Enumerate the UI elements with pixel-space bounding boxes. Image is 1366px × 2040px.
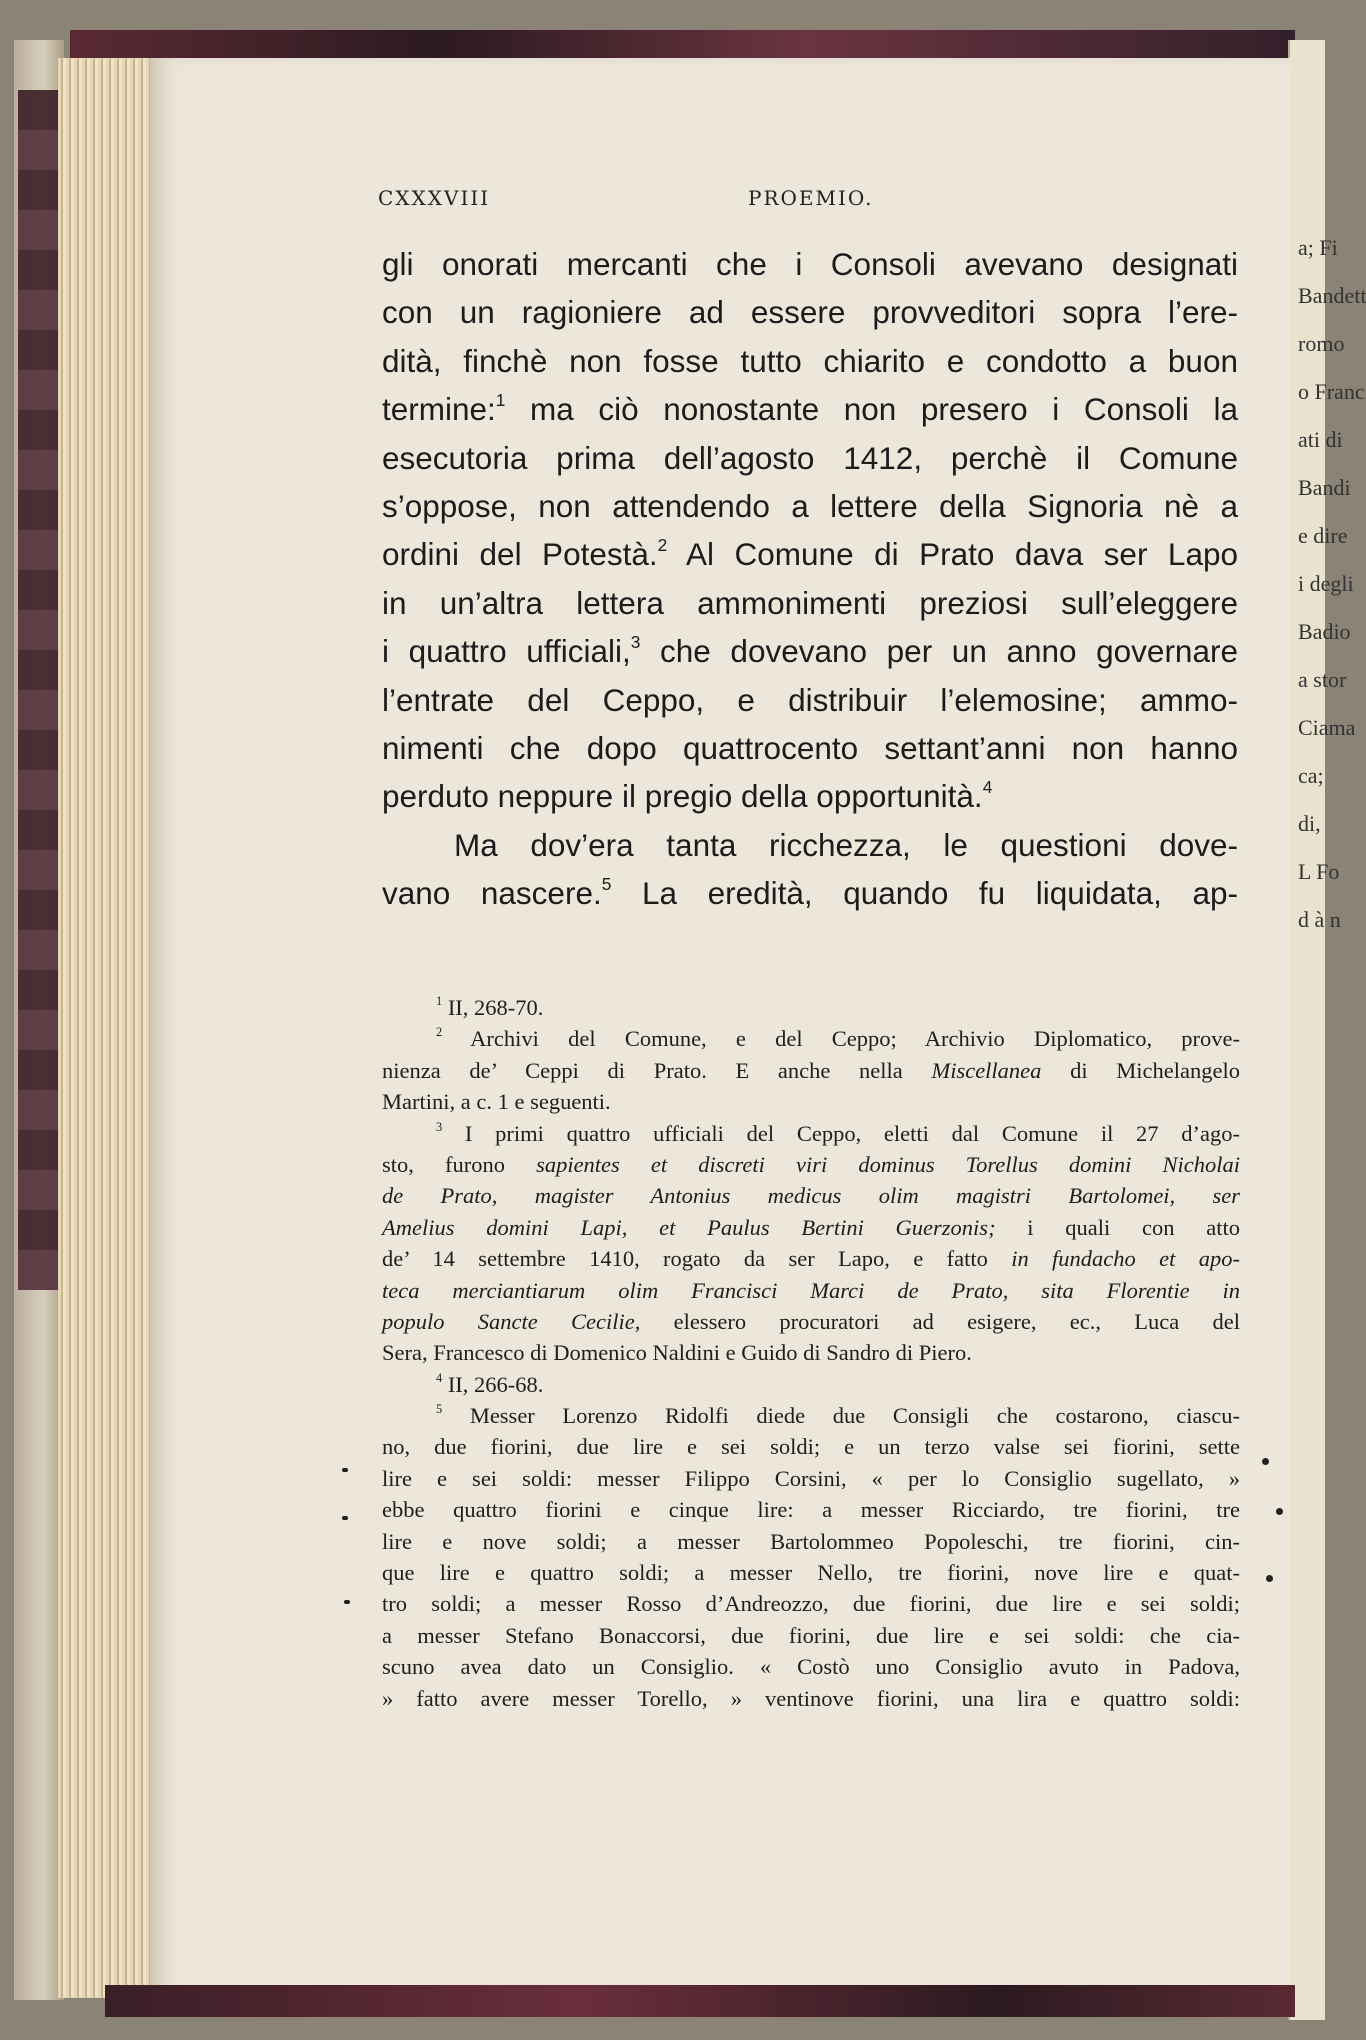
page-number: CXXXVIII (378, 186, 491, 210)
text-line-content: Ma dov’era tanta ricchezza, le questioni dove- (454, 826, 1238, 863)
footnote-line (382, 992, 1240, 1023)
footnote-number: 5 (436, 1402, 443, 1417)
footnote-number: 4 (436, 1370, 443, 1385)
text-line-content: nimenti che dopo quattrocento settant’anni non hanno (382, 729, 1238, 766)
footnote-line (382, 1463, 1240, 1494)
footnote-line (382, 1055, 1240, 1086)
footnote-text: que lire e quattro soldi; a messer Nello, tre fiorini, nove lire e quat- (382, 1560, 1240, 1586)
footnote-line (382, 1683, 1240, 1714)
text-line-content: esecutoria prima dell’agosto 1412, perchè il Comune (382, 439, 1238, 476)
footnote-text: sto, furono (382, 1151, 537, 1177)
footnote-text: de’ 14 settembre 1410, rogato da ser Lapo, e fatto (382, 1246, 1012, 1272)
footnote-number: 2 (436, 1025, 443, 1040)
footnote-line (382, 1557, 1240, 1588)
ink-mark (342, 1468, 348, 1472)
text-line (382, 676, 1238, 724)
footnote-number: 3 (436, 1119, 443, 1134)
footnote-line (382, 1086, 1240, 1117)
footnote-line (382, 1431, 1240, 1462)
text-line-content: gli onorati mercanti che i Consoli avevano designati (382, 246, 1238, 282)
ink-mark (342, 1516, 348, 1520)
main-text (382, 240, 1238, 917)
footnote-ref: 1 (495, 390, 506, 411)
facing-page-fragment: a stor (1298, 667, 1347, 692)
text-line-content: ordini del Potestà. (382, 536, 658, 573)
footnote-line (382, 1212, 1240, 1243)
footnote-line (382, 1243, 1240, 1274)
footnote-line (382, 1400, 1240, 1431)
text-line (382, 288, 1238, 336)
footnote-text: I primi quattro ufficiali del Ceppo, eletti dal Comune il 27 d’ago- (464, 1120, 1240, 1146)
footnote-line (382, 1526, 1240, 1557)
text-line (382, 627, 1238, 675)
footnote-line (382, 1149, 1240, 1180)
footnote-line (382, 1275, 1240, 1306)
footnote-text: lire e nove soldi; a messer Bartolommeo Popoleschi, tre fiorini, cin- (382, 1528, 1240, 1554)
text-line (382, 482, 1238, 530)
footnote-ref: 3 (630, 632, 641, 653)
footnote-text: scuno avea dato un Consiglio. « Costò uno Consiglio avuto in Padova, (382, 1654, 1240, 1680)
facing-page-fragment: a; Fi (1298, 235, 1338, 260)
ink-mark (344, 1600, 350, 1604)
footnote-latin-quote: populo Sancte Cecilie, (382, 1308, 641, 1334)
text-line-content: in un’altra lettera ammonimenti preziosi sull’eleggere (382, 584, 1238, 621)
facing-page-fragment: di, (1298, 811, 1321, 836)
footnote-latin-quote: Amelius domini Lapi, et Paulus Bertini Guerzonis; (382, 1214, 996, 1240)
footnote-line (382, 1306, 1240, 1337)
facing-page-fragment: Ciama (1298, 715, 1356, 740)
book-binding-bottom (105, 1985, 1295, 2017)
text-line-content: Al Comune di Prato dava ser Lapo (667, 536, 1239, 573)
footnote-number: 1 (436, 994, 443, 1009)
facing-page-fragment: Badio (1298, 619, 1351, 644)
facing-page-fragment: romo (1298, 331, 1345, 356)
footnote-line (382, 1494, 1240, 1525)
text-line (382, 869, 1238, 917)
text-line (382, 579, 1238, 627)
footnote-text: elessero procuratori ad esigere, ec., Luca del (640, 1308, 1241, 1334)
running-title: PROEMIO. (748, 186, 874, 210)
footnote-text: Martini, a c. 1 e seguenti. (382, 1089, 611, 1115)
footnote-latin-quote: de Prato, magister Antonius medicus olim magistri Bartolomei, ser (382, 1183, 1240, 1209)
footnote-text: ebbe quattro fiorini e cinque lire: a messer Ricciardo, tre fiorini, tre (382, 1497, 1240, 1523)
text-line (382, 530, 1238, 578)
text-line (382, 724, 1238, 772)
facing-page-fragment: i degli (1298, 571, 1354, 596)
footnote-ref: 5 (601, 874, 612, 895)
text-line-content: s’oppose, non attendendo a lettere della Signoria nè a (382, 487, 1238, 524)
facing-page-fragment: e dire (1298, 523, 1348, 548)
facing-page-fragment: L Fo (1298, 859, 1340, 884)
footnote-text: tro soldi; a messer Rosso d’Andreozzo, due fiorini, due lire e sei soldi; (382, 1591, 1240, 1617)
footnote-text: nienza de’ Ceppi di Prato. E anche nella Miscellanea di Michelangelo (382, 1057, 1240, 1083)
footnote-text: a messer Stefano Bonaccorsi, due fiorini, due lire e sei soldi: che cia- (382, 1622, 1240, 1648)
footnote-latin-quote: sapientes et discreti viri dominus Torellus domini Nicholai (536, 1151, 1240, 1177)
facing-page-fragment: ca; (1298, 763, 1324, 788)
text-line-content: che dovevano per un anno governare (640, 633, 1238, 670)
facing-page-fragment: d à n (1298, 907, 1341, 932)
footnote-line (382, 1651, 1240, 1682)
footnote-line (382, 1118, 1240, 1149)
facing-page-fragment: Bandett (1298, 283, 1366, 308)
footnote-line (382, 1337, 1240, 1368)
text-line (382, 240, 1238, 288)
text-line (382, 434, 1238, 482)
text-line (382, 385, 1238, 433)
footnote-latin-quote: in fundacho et apo- (1011, 1246, 1240, 1272)
footnotes (382, 992, 1240, 1714)
text-line-content: con un ragioniere ad essere provveditori sopra l’ere- (382, 294, 1238, 331)
footnote-text: Messer Lorenzo Ridolfi diede due Consigli che costarono, ciascu- (469, 1403, 1240, 1429)
text-line-content: perduto neppure il pregio della opportunità. (382, 778, 983, 815)
footnote-latin-quote: teca merciantiarum olim Francisci Marci de Prato, sita Florentie in (382, 1277, 1240, 1303)
text-line-content: dità, finchè non fosse tutto chiarito e condotto a buon (382, 342, 1238, 379)
text-line (382, 772, 1238, 820)
footnote-ref: 4 (982, 777, 993, 798)
footnote-text: » fatto avere messer Torello, » ventinove fiorini, una lira e quattro soldi: (382, 1685, 1240, 1711)
facing-page-fragment: Bandi (1298, 475, 1351, 500)
footnote-line (382, 1023, 1240, 1054)
text-line (382, 821, 1238, 869)
facing-page-fragment: ati di (1298, 427, 1343, 452)
text-line-content: i quattro ufficiali, (382, 633, 631, 670)
text-line-content: La eredità, quando fu liquidata, ap- (611, 875, 1238, 912)
text-line-content: vano nascere. (382, 875, 602, 912)
text-line-content: termine: (382, 391, 496, 428)
footnote-line (382, 1180, 1240, 1211)
running-head (378, 186, 1240, 216)
footnote-text: Archivi del Comune, e del Ceppo; Archivio Diplomatico, prove- (470, 1026, 1241, 1052)
footnote-text: no, due fiorini, due lire e sei soldi; e un terzo valse sei fiorini, sette (382, 1434, 1240, 1460)
ink-mark (1262, 1458, 1269, 1465)
footnote-line (382, 1369, 1240, 1400)
footnote-text: i quali con atto (995, 1214, 1240, 1240)
facing-page-fragment: o Franc (1298, 379, 1365, 404)
book-binding-left (18, 90, 58, 1290)
footnote-text: lire e sei soldi: messer Filippo Corsini, « per lo Consiglio sugellato, » (382, 1465, 1240, 1491)
text-line (382, 337, 1238, 385)
text-line-content: l’entrate del Ceppo, e distribuir l’elemosine; ammo- (382, 681, 1238, 718)
footnote-line (382, 1620, 1240, 1651)
footnote-ref: 2 (657, 535, 668, 556)
ink-mark (1266, 1575, 1273, 1582)
ink-mark (1276, 1508, 1283, 1515)
text-line-content: ma ciò nonostante non presero i Consoli la (505, 391, 1238, 428)
footnote-text: II, 268-70. (447, 995, 544, 1020)
footnote-text: Sera, Francesco di Domenico Naldini e Guido di Sandro di Piero. (382, 1340, 972, 1366)
footnote-line (382, 1588, 1240, 1619)
footnote-text: II, 266-68. (447, 1371, 544, 1397)
